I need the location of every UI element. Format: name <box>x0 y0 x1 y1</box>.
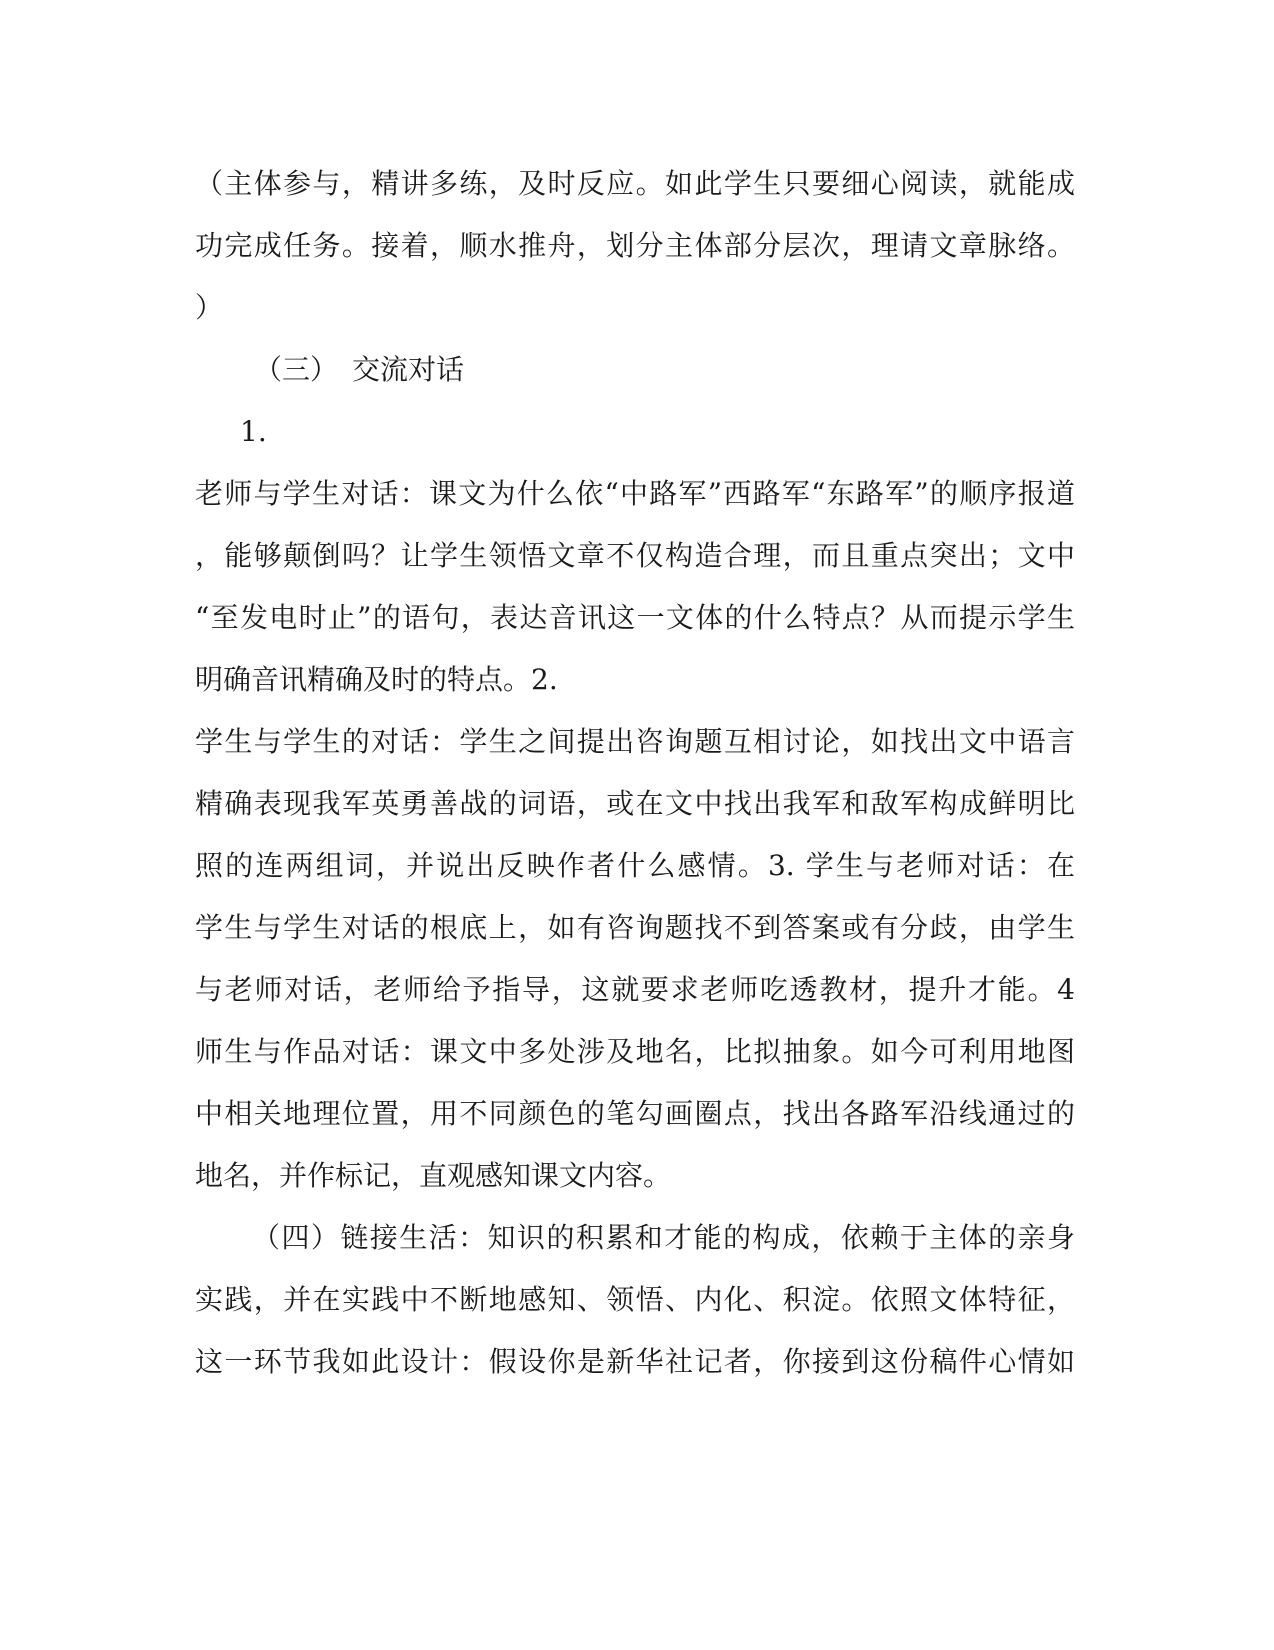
paragraph-line: （四）链接生活：知识的积累和才能的构成，依赖于主体的亲身 <box>252 1221 1075 1254</box>
paragraph-line: “至发电时止”的语句，表达音讯这一文体的什么特点？从而提示学生 <box>195 601 1075 634</box>
paragraph-line: 精确表现我军英勇善战的词语，或在文中找出我军和敌军构成鲜明比 <box>195 787 1075 820</box>
paragraph-line: 学生与学生的对话：学生之间提出咨询题互相讨论，如找出文中语言 <box>195 725 1075 758</box>
paragraph-line: ，能够颠倒吗？让学生领悟文章不仅构造合理，而且重点突出；文中 <box>195 539 1075 572</box>
paragraph-line: 老师与学生对话：课文为什么依“中路军”西路军“东路军”的顺序报道 <box>195 477 1075 510</box>
paragraph-line: 实践，并在实践中不断地感知、领悟、内化、积淀。依照文体特征， <box>195 1283 1075 1316</box>
paragraph-line: 功完成任务。接着，顺水推舟，划分主体部分层次，理请文章脉络。 <box>195 229 1075 262</box>
paragraph-line: 照的连两组词，并说出反映作者什么感情。3. 学生与老师对话：在 <box>195 849 1075 882</box>
list-number: 1. <box>240 415 267 448</box>
paragraph-line: （主体参与，精讲多练，及时反应。如此学生只要细心阅读，就能成 <box>195 167 1075 200</box>
paragraph-line: 学生与学生对话的根底上，如有咨询题找不到答案或有分歧，由学生 <box>195 911 1075 944</box>
section-heading: （三） 交流对话 <box>254 353 465 386</box>
paragraph-line: 这一环节我如此设计：假设你是新华社记者，你接到这份稿件心情如 <box>195 1345 1075 1378</box>
paragraph-line: 中相关地理位置，用不同颜色的笔勾画圈点，找出各路军沿线通过的 <box>195 1097 1075 1130</box>
paragraph-line: ） <box>195 291 224 324</box>
paragraph-line: 明确音讯精确及时的特点。2. <box>195 663 558 696</box>
paragraph-line: 师生与作品对话：课文中多处涉及地名，比拟抽象。如今可利用地图 <box>195 1035 1075 1068</box>
paragraph-line: 地名，并作标记，直观感知课文内容。 <box>195 1159 672 1192</box>
paragraph-line: 与老师对话，老师给予指导，这就要求老师吃透教材，提升才能。4 <box>195 973 1075 1006</box>
